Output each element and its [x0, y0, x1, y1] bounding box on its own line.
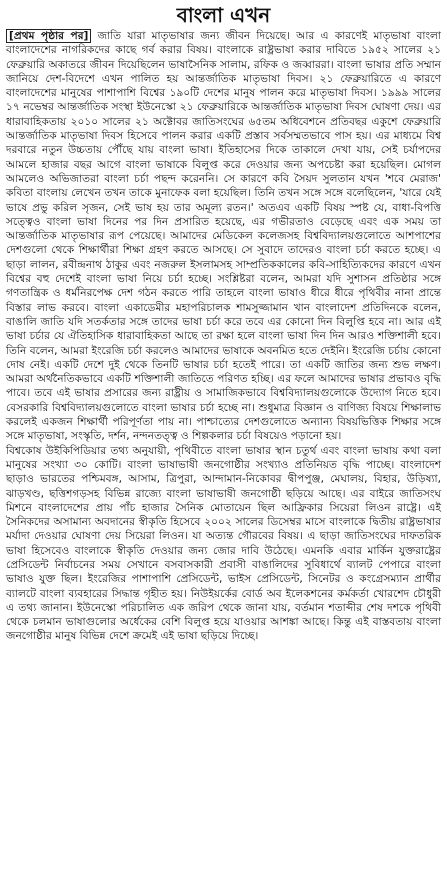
article-body — [6, 29, 441, 644]
continued-from-front-page-label: [প্রথম পৃষ্ঠার পর] — [6, 29, 91, 43]
paragraph-1-text: জাতি যারা মাতৃভাষার জন্য জীবন দিয়েছে। আর এ কারণেই মাতৃভাষা বাংলা বাংলাদেশের নাগরিকদের কাছে গর্ব করার বিষয়। বাংলাকে রাষ্ট্রভাষা করার দাবিতে ১৯৫২ সালের ২১ ফেব্রুয়ারি অকাতরে জীবন দিয়েছিলেন ভাষাসৈনিক সালাম, রফিক ও জব্বাররা। বাংলা ভাষার প্রতি সম্মান জানিয়ে দেশ-বিদেশে এখন পালিত হয় আন্তর্জাতিক মাতৃভাষা দিবস। ২১ ফেব্রুয়ারিতে এ কারণে বাংলাদেশের মানুষের পাশাপাশি বিশ্বের ১৯০টি দেশের মানুষ পালন করে মাতৃভাষা দিবস। ১৯৯৯ সালের ১৭ নভেম্বর আন্তর্জাতিক সংস্থা ইউনেস্কো ২১ ফেব্রুয়ারিকে আন্তর্জাতিক মাতৃভাষা দিবস ঘোষণা দেয়। এর ধারাবাহিকতায় ২০১০ সালের ২১ অক্টোবর জাতিসংঘের ৬৫তম অধিবেশনে প্রতিবছর একুশে ফেব্রুয়ারি আন্তর্জাতিক মাতৃভাষা দিবস হিসেবে পালন করার একটি প্রস্তাব সর্বসম্মতভাবে পাস হয়। এর মাধ্যমে বিশ্ব দরবারে নতুন উচ্চতায় পৌঁছে যায় বাংলা ভাষা। ইতিহাসের দিকে তাকালে দেখা যায়, সেই চর্যাপদের আমলে হাজার বছর আগে বাংলা ভাষাকে বিলুপ্ত করে দেওয়ার জন্য অপচেষ্টা করা হয়েছিল। মোগল আমলেও অভিজাতরা বাংলা চর্চা পছন্দ করেননি। সে কারণে কবি সৈয়দ সুলতান যখন 'শবে মেরাজ' কবিতা বাংলায় লেখেন তখন তাকে মুনাফেক বলা হয়েছিল। তিনি তখন সঙ্গে সঙ্গে বলেছিলেন, 'যারে যেই ভাষে প্রভু করিল সৃজন, সেই ভাষ হয় তার অমূল্য রতন।' অতএব একটি বিষয় স্পষ্ট যে, বাধা-বিপত্তি সত্ত্বেও বাংলা ভাষা দিনের পর দিন প্রসারিত হয়েছে, এর গভীরতাও বেড়েছে এবং এক সময় তা আন্তর্জাতিক মাতৃভাষার রূপ পেয়েছে। আমাদের মেডিকেল কলেজসহ বিশ্ববিদ্যালয়গুলোতে আশপাশের দেশগুলো থেকে শিক্ষার্থীরা শিক্ষা গ্রহণ করতে আসছে। সে সুবাদে তাদেরও বাংলা চর্চা করতে হচ্ছে। এ ছাড়া লালন, রবীন্দ্রনাথ ঠাকুর এবং নজরুল ইসলামসহ সাম্প্রতিককালের কবি-সাহিত্যিকদের কারণে এখন বিশ্বের বহু দেশেই বাংলা ভাষা নিয়ে চর্চা হচ্ছে। সংশ্লিষ্টরা বলেন, আমরা যদি সুশাসন প্রতিষ্ঠার সঙ্গে গণতান্ত্রিক ও ধর্মনিরপেক্ষ দেশ গঠন করতে পারি তাহলে বাংলা ভাষাও ধীরে ধীরে পৃথিবীর নানা প্রান্তে বিস্তার লাভ করবে। বাংলা একাডেমীর মহাপরিচালক শামসুজ্জামান খান বাংলাদেশ প্রতিদিনকে বলেন, বাঙালি জাতি যদি সতর্কতার সঙ্গে তাদের ভাষা চর্চা করে তবে এর কোনো দিন বিলুপ্তি হবে না। আর এই ভাষা চর্চার যে ঐতিহাসিক ধারাবাহিকতা আছে তা রক্ষা হলে বাংলা ভাষা দিন দিন আরও শক্তিশালী হবে। তিনি বলেন, আমরা ইংরেজি চর্চা করলেও আমাদের ভাষাকে অবনমিত হতে দেইনি। ইংরেজি চর্চায় কোনো দোষ নেই। একটি দেশে দুই থেকে তিনটি ভাষার চর্চা হতেই পারে। তা একটি জাতির জন্য শুভ লক্ষণ। আমরা অর্থনৈতিকভাবে একটি শক্তিশালী জাতিতে পরিণত হচ্ছি। এর ফলে আমাদের ভাষার প্রভাবও বৃদ্ধি পাবে। তবে এই ভাষার প্রসারের জন্য রাষ্ট্রীয় ও সামাজিকভাবে বিশ্ববিদ্যালয়গুলোকে উদ্যোগ নিতে হবে। বেসরকারি বিশ্ববিদ্যালয়গুলোতে বাংলা ভাষার চর্চা হচ্ছে না। শুধুমাত্র বিজ্ঞান ও বাণিজ্য বিষয়ে শিক্ষালাভ করলেই একজন শিক্ষার্থী পরিপূর্ণতা পায় না। পাশ্চাত্যের দেশগুলোতে অন্যান্য বিষয়ভিত্তিক শিক্ষার সঙ্গে সঙ্গে মাতৃভাষা, সংস্কৃতি, দর্শন, নন্দনতত্ত্ব ও শিল্পকলার চর্চা বিষয়েও পড়ানো হয়। — [6, 30, 441, 443]
article-paragraph-2 — [6, 444, 441, 644]
article-headline: বাংলা এখন — [176, 3, 271, 27]
paragraph-2-text: বিশ্বকোষ উইকিপিডিয়ার তথ্য অনুযায়ী, পৃথিবীতে বাংলা ভাষার স্থান চতুর্থ এবং বাংলা ভাষায় কথা বলা মানুষের সংখ্যা ৩০ কোটি। বাংলা ভাষাভাষী জনগোষ্ঠীর সংখ্যাও প্রতিনিয়ত বৃদ্ধি পাচ্ছে। বাংলাদেশ ছাড়াও ভারতের পশ্চিমবঙ্গ, আসাম, ত্রিপুরা, আন্দামান-নিকোবর দ্বীপপুঞ্জ, মেঘালয়, বিহার, উড়িষ্যা, ঝাড়খণ্ড, ছত্তিশগড়সহ বিভিন্ন রাজ্যে বাংলা ভাষাভাষী জনগোষ্ঠী ছড়িয়ে আছে। এর বাইরে জাতিসংঘ মিশনে বাংলাদেশের প্রায় পাঁচ হাজার সৈনিক মোতায়েন ছিল আফ্রিকার সিয়েরা লিওন রাষ্ট্রে। এই সৈনিকদের অসামান্য অবদানের স্বীকৃতি হিসেবে ২০০২ সালের ডিসেম্বর মাসে বাংলাকে দ্বিতীয় রাষ্ট্রভাষার মর্যাদা দেওয়ার ঘোষণা দেয় সিয়েরা লিওন। যা অত্যন্ত গৌরবের বিষয়। এ ছাড়া জাতিসংঘের দাফতরিক ভাষা হিসেবেও বাংলাকে স্বীকৃতি দেওয়ার জন্য জোর দাবি উঠেছে। এমনকি এবার মার্কিন যুক্তরাষ্ট্রের প্রেসিডেন্ট নির্বাচনের সময় সেখানে বসবাসকারী প্রবাসী বাঙালিদের সুবিধার্থে ব্যালট পেপারে বাংলা ভাষাও যুক্ত ছিল। ইংরেজির পাশাপাশি প্রেসিডেন্ট, ভাইস প্রেসিডেন্ট, সিনেটর ও কংগ্রেসম্যান প্রার্থীর ব্যালটে বাংলা ব্যবহারের সিদ্ধান্ত গৃহীত হয়। নিউইয়র্কের বোর্ড অব ইলেকশনের কর্মকর্তা খোরশেদ চৌধুরী এ তথ্য জানান। ইউনেস্কো পরিচালিত এক জরিপ থেকে জানা যায়, বর্তমান শতাব্দীর শেষ দশকে পৃথিবী থেকে চলমান ভাষাগুলোর অর্ধেকের বেশি বিলুপ্ত হয়ে যাওয়ার আশঙ্কা আছে। কিন্তু এই বাস্তবতায় বাংলা জনগোষ্ঠীর মানুষ বিভিন্ন দেশে ক্রমেই এই ভাষা ছড়িয়ে দিচ্ছে। — [6, 444, 441, 643]
article-paragraph-1 — [6, 29, 441, 444]
